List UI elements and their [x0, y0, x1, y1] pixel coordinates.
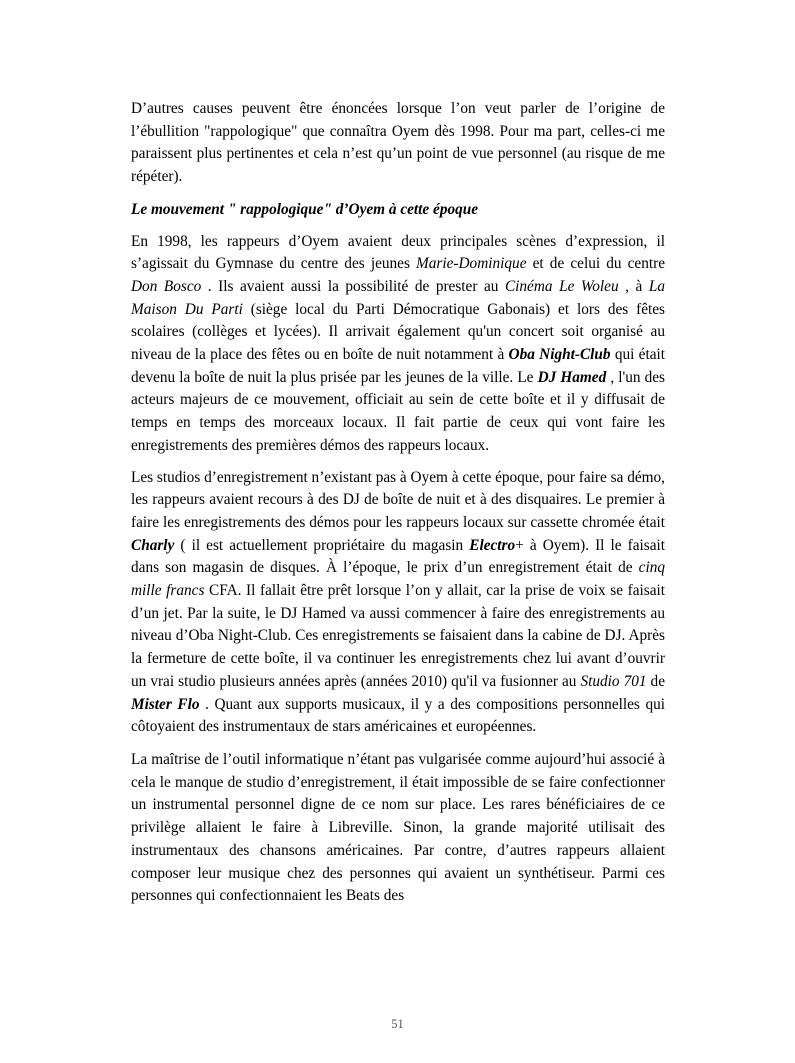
person-name: Mister Flo — [131, 695, 200, 713]
text-run: En 1998, les rappeurs d’Oyem avaient deux principales scènes d’expression, il s’agissait du Gymnase du centre des jeunes — [131, 232, 665, 273]
text-run: CFA. Il fallait être prêt lorsque l’on y allait, car la prise de voix se faisait d’un jet. Par la suite, le DJ Hamed va aussi commencer à faire des enregistrements au niveau d’Oba Night-Club. Ces enregistrements se faisaient dans la cabine de DJ. Après la fermeture de cette boîte, il va continuer les enregistrements chez lui avant d’ouvrir un vrai studio plusieurs années après (années 2010) qu'il va fusionner au — [131, 582, 665, 690]
studio-name: Studio 701 — [580, 672, 647, 690]
text-run: de — [646, 672, 665, 690]
text-run: ( il est actuellement propriétaire du magasin — [174, 536, 470, 554]
paragraph-studios — [131, 467, 665, 739]
person-name: Charly — [131, 536, 175, 554]
venue-name: Don Bosco — [131, 277, 202, 295]
text-run: Les studios d’enregistrement n’existant pas à Oyem à cette époque, pour faire sa démo, les rappeurs avaient recours à des DJ de boîte de nuit et à des disquaires. Le premier à faire les enregistrements des démos pour les rappeurs locaux sur cassette chromée était — [131, 468, 665, 531]
text-run: . Ils avaient aussi la possibilité de prester au — [201, 277, 505, 295]
text-run: (siège local du Parti Démocratique Gabonais) et lors des fêtes scolaires (collèges et lycées). Il arrivait également qu'un concert soit organisé au niveau de la place des fêtes ou en boîte de nuit notamment à — [131, 300, 665, 364]
paragraph-instrumentals: La maîtrise de l’outil informatique n’étant pas vulgarisée comme aujourd’hui associé à cela le manque de studio d’enregistrement, il était impossible de se faire confectionner un instrumental personnel digne de ce nom sur place. Les rares bénéficiaires de ce privilège allaient le faire à Libreville. Sinon, la grande majorité utilisait des instrumentaux des chansons américaines. Par contre, d’autres rappeurs allaient composer leur musique chez des personnes qui avaient un synthétiseur. Parmi ces personnes qui confectionnaient les Beats des — [131, 750, 665, 905]
club-name: Oba Night-Club — [508, 346, 611, 364]
venue-name: La Maison Du Parti — [131, 277, 665, 318]
text-run: . Quant aux supports musicaux, il y a des compositions personnelles qui côtoyaient des instrumentaux de stars américaines et européennes. — [131, 695, 665, 736]
venue-name: Cinéma Le Woleu — [504, 277, 619, 295]
text-run: et de celui du centre — [526, 255, 666, 273]
text-run: + à Oyem). Il le faisait dans son magasin de disques. À l’époque, le prix d’un enregistrement était de — [131, 536, 665, 577]
venue-name: Marie-Dominique — [416, 255, 527, 273]
page-number: 51 — [391, 1017, 404, 1031]
section-heading: Le mouvement " rappologique" d’Oyem à cette époque — [131, 200, 479, 218]
price-text: cinq mille francs — [131, 559, 665, 600]
text-run: qui était devenu la boîte de nuit la plus prisée par les jeunes de la ville. Le — [131, 346, 666, 386]
text-run: , l'un des acteurs majeurs de ce mouvement, officiait au sein de cette boîte et il y diffusait de temps en temps des morceaux locaux. Il fait partie de ceux qui vont faire les enregistrements des premières démos des rappeurs locaux. — [131, 368, 665, 454]
paragraph-scenes — [131, 231, 665, 458]
text-run: , à — [618, 277, 649, 295]
document-page — [131, 98, 665, 908]
person-name: DJ Hamed — [537, 368, 607, 386]
paragraph-intro: D’autres causes peuvent être énoncées lorsque l’on veut parler de l’origine de l’ébullition "rappologique" que connaîtra Oyem dès 1998. Pour ma part, celles-ci me paraissent plus pertinentes et cela n’est qu’un point de vue personnel (au risque de me répéter). — [131, 100, 665, 186]
store-name: Electro — [469, 536, 516, 554]
